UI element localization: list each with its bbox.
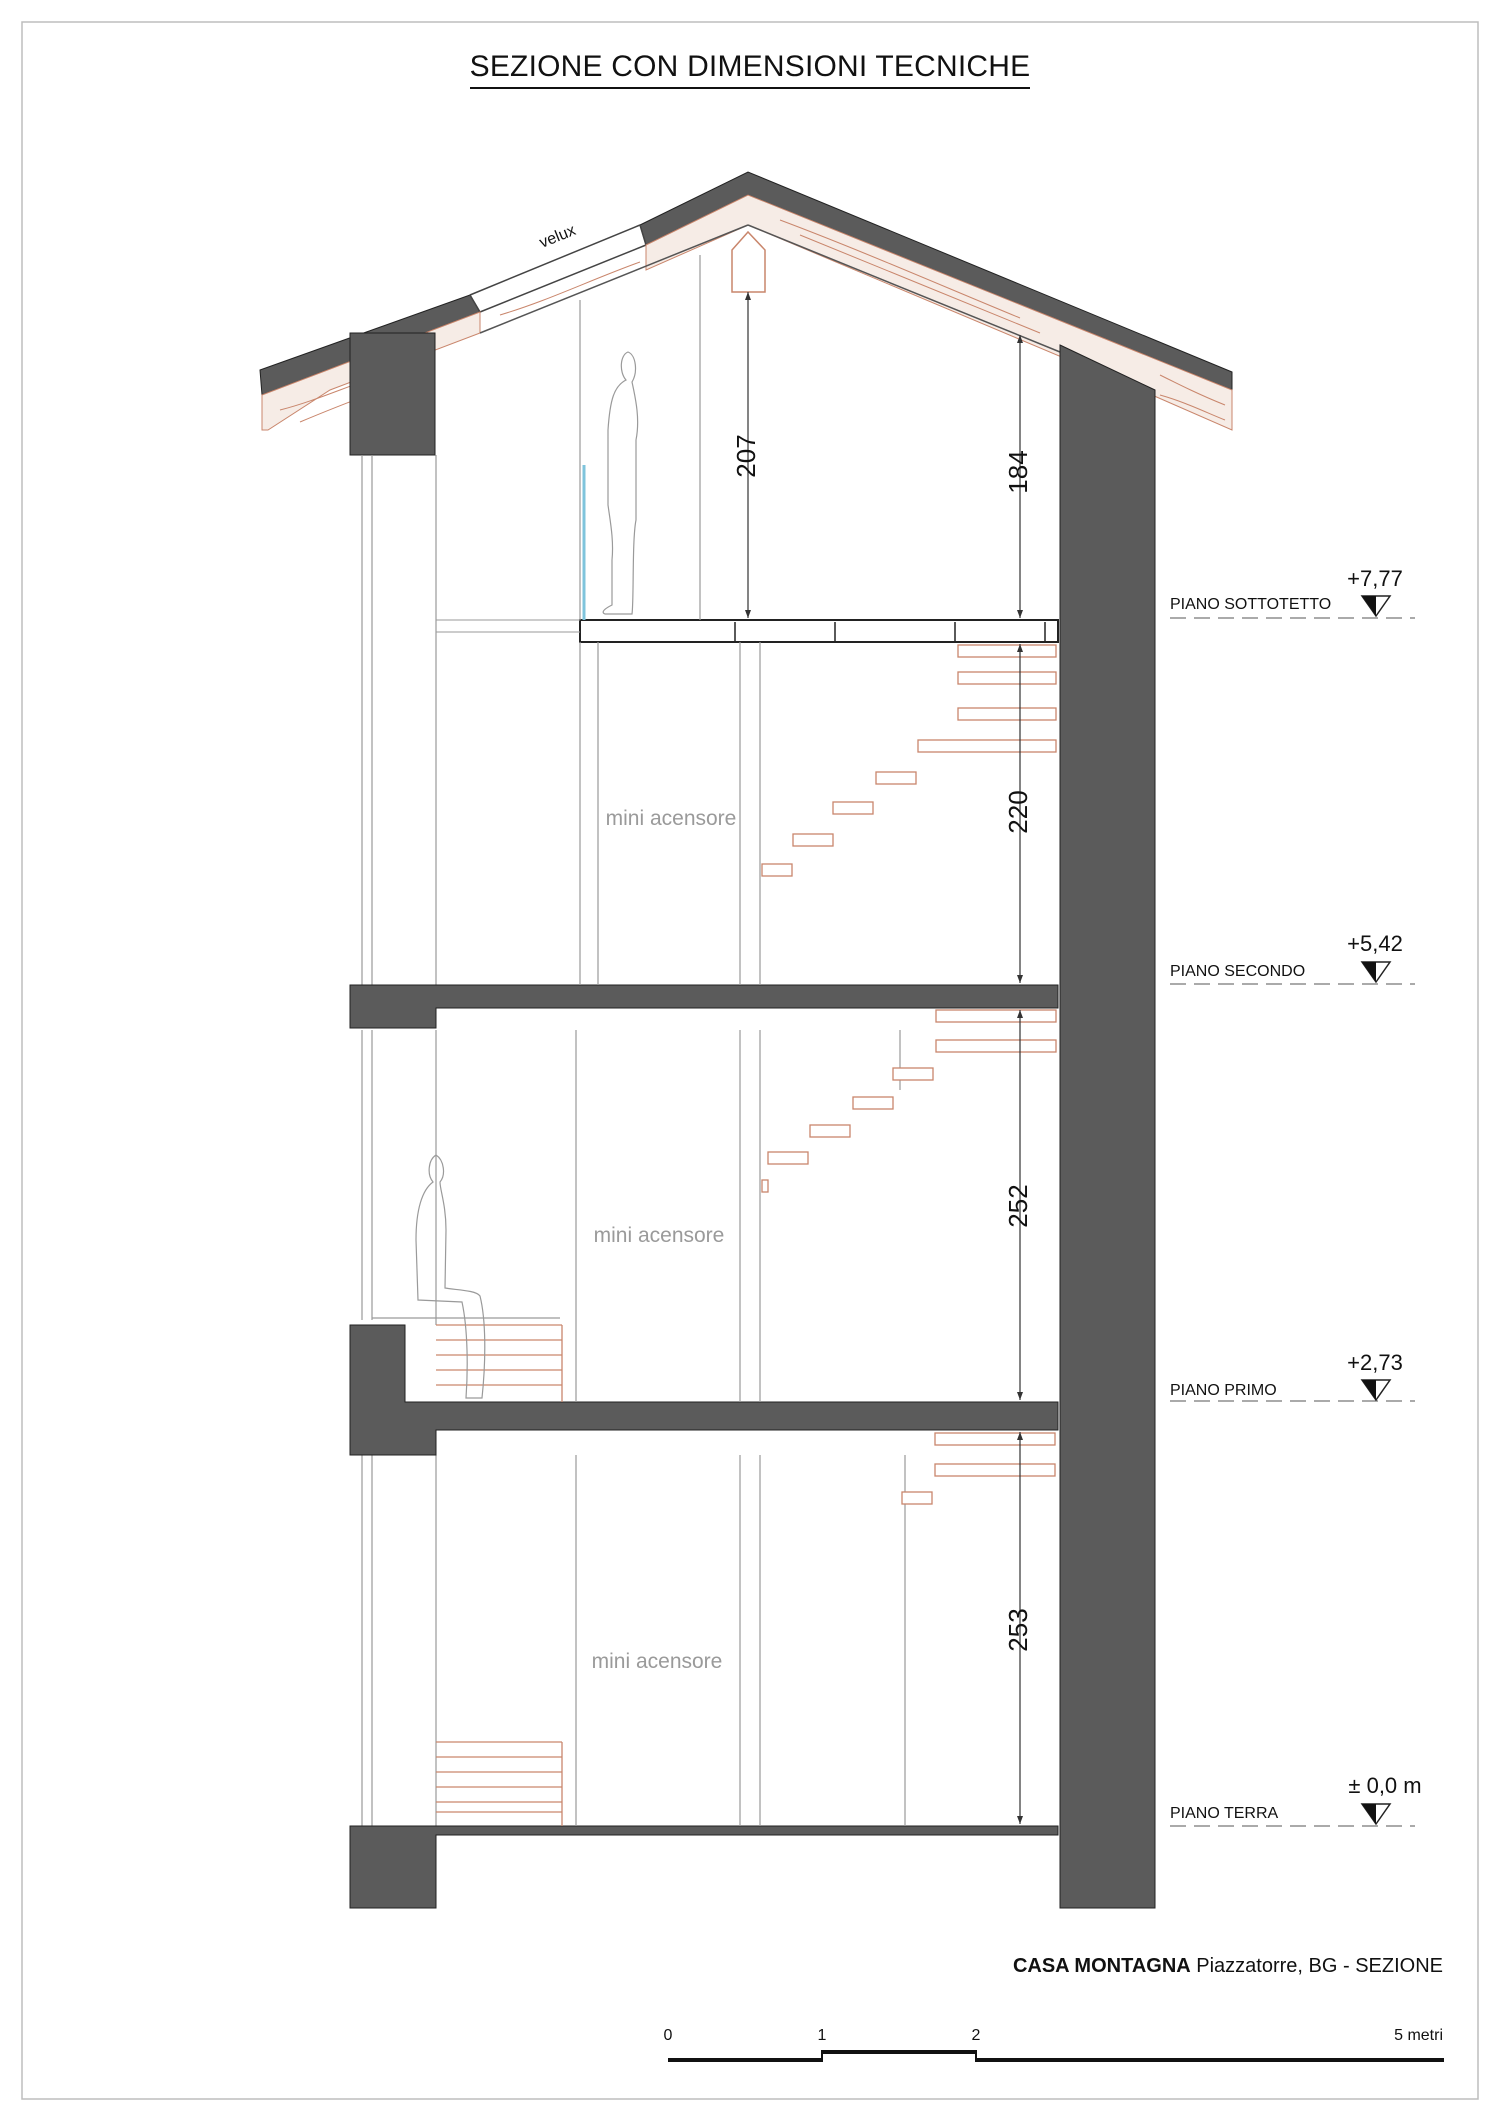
eave-beam-left [350,333,435,455]
scale-bar [664,2027,1444,2062]
attic-floor [580,620,1058,642]
velux-line-bottom [480,245,646,312]
elevator-shaft [576,255,905,1826]
svg-text:5 metri: 5 metri [1394,2027,1443,2044]
dim-220: 220 [1003,790,1033,834]
dim-252: 252 [1003,1184,1033,1228]
level-marker-ground [1170,1773,1422,1826]
svg-text:0: 0 [663,2027,673,2044]
room-label-ground: mini acensore [591,1650,723,1673]
svg-text:PIANO PRIMO: PIANO PRIMO [1170,1382,1277,1399]
ground-floor-slab [350,1826,1058,1908]
stairs [436,645,1056,1826]
dimension-arrows [745,292,1023,1824]
svg-text:1: 1 [817,2027,827,2044]
svg-text:PIANO TERRA: PIANO TERRA [1170,1805,1279,1822]
sheet-border [22,22,1478,2099]
dim-184: 184 [1003,450,1033,494]
left-facade [362,455,436,1826]
svg-text:+5,42: +5,42 [1347,931,1403,956]
level-marker-attic [1170,566,1415,618]
velux-label: velux [537,221,579,252]
dim-207: 207 [731,434,761,478]
level-marker-second [1170,931,1415,984]
ridge-beam [732,232,765,292]
right-wall [1060,345,1155,1908]
room-label-second: mini acensore [605,807,737,830]
drawing-title: SEZIONE CON DIMENSIONI TECNICHE [0,50,1500,84]
level-marker-first [1170,1350,1415,1401]
svg-text:+7,77: +7,77 [1347,566,1403,591]
svg-text:PIANO SOTTOTETTO: PIANO SOTTOTETTO [1170,596,1332,613]
dimension-lines [748,292,1020,1824]
project-caption: CASA MONTAGNA Piazzatorre, BG - SEZIONE [1012,1955,1443,1977]
dim-253: 253 [1003,1608,1033,1652]
svg-text:± 0,0 m: ± 0,0 m [1348,1773,1422,1798]
room-label-first: mini acensore [593,1224,725,1247]
svg-text:2: 2 [971,2027,981,2044]
human-figure-standing [603,352,638,614]
svg-text:PIANO SECONDO: PIANO SECONDO [1170,963,1306,980]
svg-text:+2,73: +2,73 [1347,1350,1403,1375]
